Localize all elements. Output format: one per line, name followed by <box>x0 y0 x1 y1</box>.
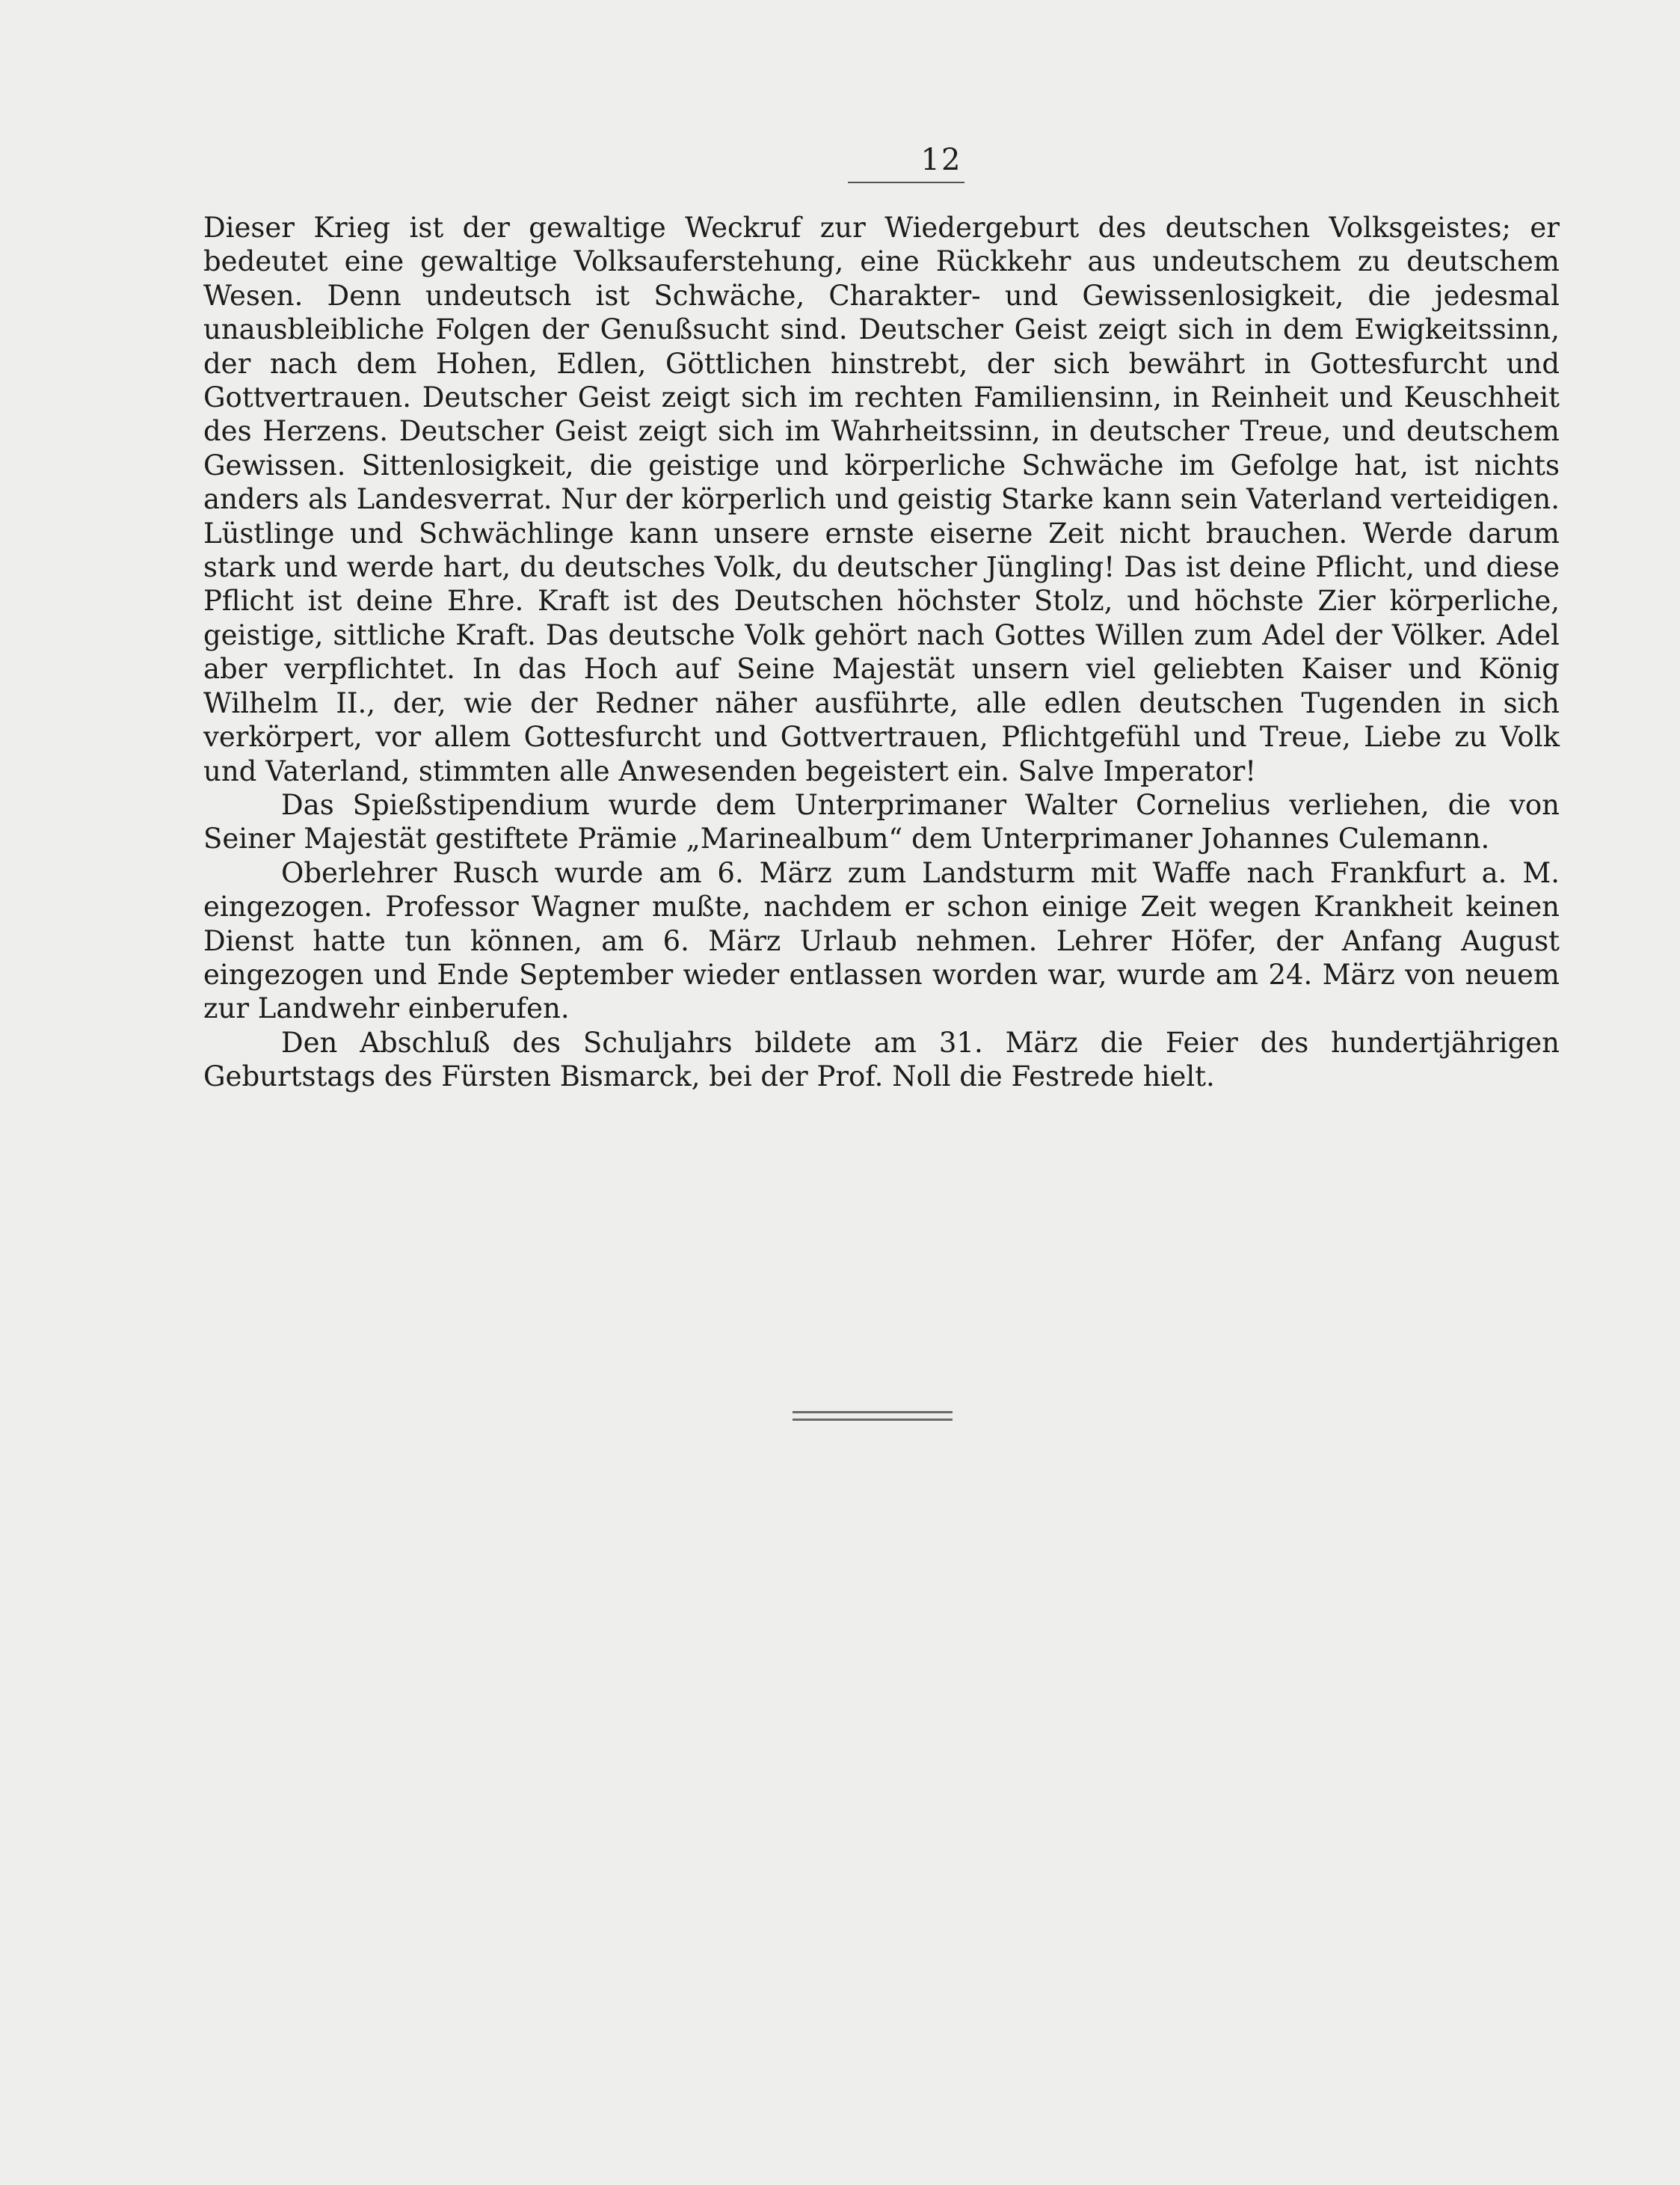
body-text <box>203 211 1560 1094</box>
page-number: 12 <box>920 143 962 177</box>
paragraph-year-end: Den Abschluß des Schuljahrs bildete am 31. März die Feier des hundertjährigen Geburtstags des Fürsten Bismarck, bei der Prof. Noll die Festrede hielt. <box>203 1026 1560 1093</box>
end-rule-top <box>793 1411 953 1413</box>
paragraph-stipend: Das Spießstipendium wurde dem Unterprimaner Walter Cornelius verliehen, die von Seiner Majestät gestiftete Prämie „Marinealbum“ dem Unterprimaner Johannes Culemann. <box>203 788 1560 855</box>
paragraph-staff-changes: Oberlehrer Rusch wurde am 6. März zum Landsturm mit Waffe nach Frankfurt a. M. eingezogen. Professor Wagner mußte, nachdem er schon einige Zeit wegen Krankheit keinen Dienst hatte tun können, am 6. März Urlaub nehmen. Lehrer Höfer, der Anfang August eingezogen und Ende September wieder entlassen worden war, wurde am 24. März von neuem zur Landwehr einberufen. <box>203 856 1560 1025</box>
header-rule <box>848 182 964 183</box>
paragraph-speech: Dieser Krieg ist der gewaltige Weckruf zur Wiedergeburt des deutschen Volksgeistes; er bedeutet eine gewaltige Volksauferstehung, eine Rückkehr aus undeutschem zu deutschem Wesen. Denn undeutsch ist Schwäche, Charakter- und Gewissenlosigkeit, die jedesmal unausbleibliche Folgen der Genußsucht sind. Deutscher Geist zeigt sich in dem Ewigkeitssinn, der nach dem Hohen, Edlen, Göttlichen hinstrebt, der sich bewährt in Gottesfurcht und Gottvertrauen. Deutscher Geist zeigt sich im rechten Familiensinn, in Reinheit und Keuschheit des Herzens. Deutscher Geist zeigt sich im Wahrheitssinn, in deutscher Treue, und deutschem Gewissen. Sittenlosigkeit, die geistige und körperliche Schwäche im Gefolge hat, ist nichts anders als Landesverrat. Nur der körperlich und geistig Starke kann sein Vaterland verteidigen. Lüstlinge und Schwächlinge kann unsere ernste eiserne Zeit nicht brauchen. Werde darum stark und werde hart, du deutsches Volk, du deutscher Jüngling! Das ist deine Pflicht, und diese Pflicht ist deine Ehre. Kraft ist des Deutschen höchster Stolz, und höchste Zier körperliche, geistige, sittliche Kraft. Das deutsche Volk gehört nach Gottes Willen zum Adel der Völker. Adel aber verpflichtet. In das Hoch auf Seine Majestät unsern viel geliebten Kaiser und König Wilhelm II., der, wie der Redner näher ausführte, alle edlen deutschen Tugenden in sich verkörpert, vor allem Gottesfurcht und Gottvertrauen, Pflichtgefühl und Treue, Liebe zu Volk und Vaterland, stimmten alle Anwesenden begeistert ein. Salve Imperator! <box>203 212 1560 787</box>
end-rule-bottom <box>793 1419 953 1421</box>
